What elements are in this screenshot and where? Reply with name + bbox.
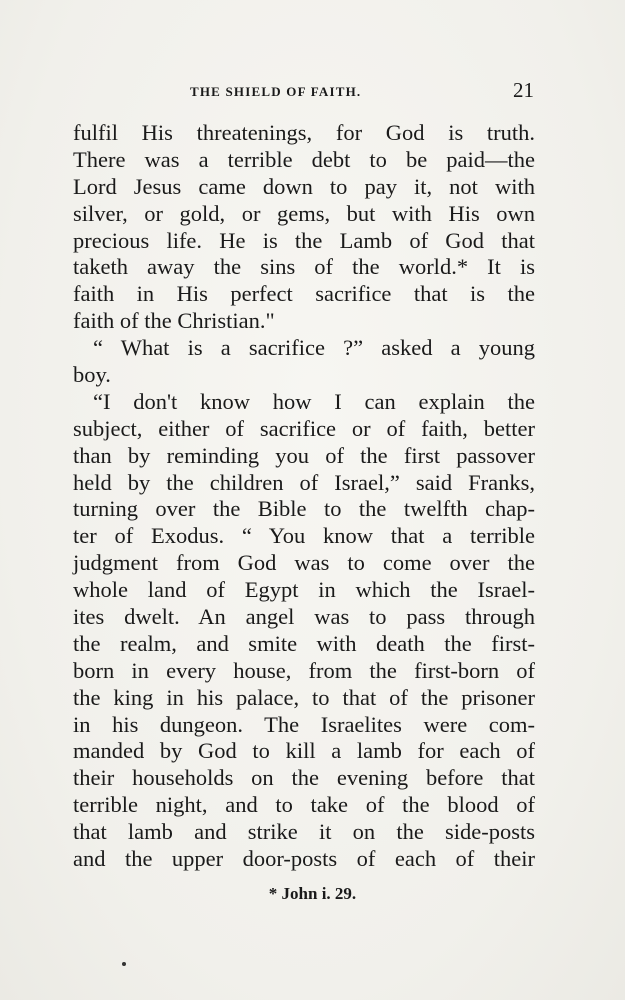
text-line: held by the children of Israel,” said Franks, xyxy=(73,469,535,495)
text-line: subject, either of sacrifice or of faith, better xyxy=(73,415,535,441)
text-line: ites dwelt. An angel was to pass through xyxy=(73,604,535,630)
text-line: faith in His perfect sacrifice that is the xyxy=(73,281,535,307)
ink-speck xyxy=(122,962,126,966)
text-line: “I don't know how I can explain the xyxy=(93,388,535,414)
page-header xyxy=(72,80,540,104)
text-line: “ What is a sacrifice ?” asked a young xyxy=(93,335,535,361)
running-title: THE SHIELD OF FAITH. xyxy=(190,84,362,99)
text-line: boy. xyxy=(73,362,111,388)
text-line: in his dungeon. The Israelites were com- xyxy=(73,711,535,737)
text-line: whole land of Egypt in which the Israel- xyxy=(73,577,535,603)
text-line: their households on the evening before that xyxy=(73,765,535,791)
text-line: the realm, and smite with death the first- xyxy=(73,630,535,656)
text-line: taketh away the sins of the world.* It is xyxy=(73,254,535,280)
text-line: Lord Jesus came down to pay it, not with xyxy=(73,173,535,199)
text-line: the king in his palace, to that of the prisoner xyxy=(73,684,535,710)
text-line: turning over the Bible to the twelfth chap- xyxy=(73,496,535,522)
text-line: silver, or gold, or gems, but with His own xyxy=(73,200,535,226)
text-line: ter of Exodus. “ You know that a terrible xyxy=(73,523,535,549)
text-line: than by reminding you of the first passover xyxy=(73,442,535,468)
text-line: terrible night, and to take of the blood of xyxy=(73,792,535,818)
text-line: fulfil His threatenings, for God is truth. xyxy=(73,120,535,145)
body-text xyxy=(73,120,535,873)
text-line: judgment from God was to come over the xyxy=(73,550,535,576)
text-line: There was a terrible debt to be paid—the xyxy=(73,146,535,172)
text-line: born in every house, from the first-born of xyxy=(73,657,535,683)
text-line: precious life. He is the Lamb of God that xyxy=(73,227,535,253)
footnote: * John i. 29. xyxy=(268,884,357,903)
page-number: 21 xyxy=(513,78,534,102)
text-line: that lamb and strike it on the side-posts xyxy=(73,819,535,845)
text-line: manded by God to kill a lamb for each of xyxy=(73,738,535,764)
text-line: faith of the Christian." xyxy=(73,308,275,334)
text-line: and the upper door-posts of each of their xyxy=(73,846,535,872)
